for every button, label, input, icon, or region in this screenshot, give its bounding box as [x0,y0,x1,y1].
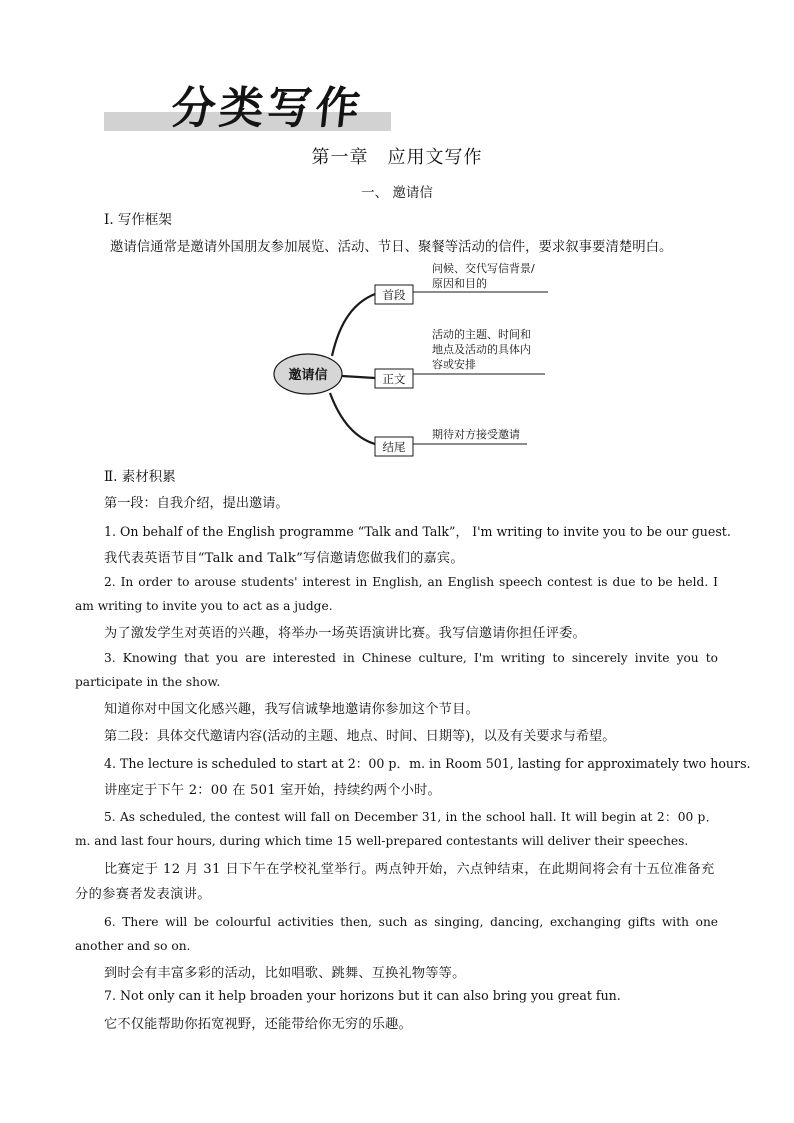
mindmap-branch-desc-3a: 期待对方接受邀请 [432,428,520,441]
item-3-en: 3. Knowing that you are interested in Chinese culture, I'm writing to sincerely invite you to participate in the show. [75,651,718,689]
mindmap-branch-label-3: 结尾 [382,440,406,454]
item-1-en: 1. On behalf of the English programme “Talk and Talk”， I'm writing to invite you to be our guest. [104,524,731,539]
mindmap-branch-desc-2c: 容或安排 [432,358,476,371]
item-7-en: 7. Not only can it help broaden your horizons but it can also bring you great fun. [104,988,621,1003]
item-5-cn: 比赛定于 12 月 31 日下午在学校礼堂举行。两点钟开始，六点钟结束，在此期间将会有十五位准备充分的参赛者发表演讲。 [75,862,715,902]
mindmap-branch-desc-1b: 原因和目的 [432,277,487,290]
item-3-cn: 知道你对中国文化感兴趣，我写信诚挚地邀请你参加这个节目。 [104,702,479,717]
mindmap-center-label: 邀请信 [288,368,328,383]
banner-title: 分类写作 [168,83,367,134]
para2-heading: 第二段：具体交代邀请内容(活动的主题、地点、时间、日期等)，以及有关要求与希望。 [104,729,616,744]
item-6-en: 6. There will be colourful activities then, such as singing, dancing, exchanging gifts with one another and so on. [75,915,718,953]
mindmap-branch-desc-2a: 活动的主题、时间和 [432,328,531,341]
mindmap-connector-top [332,294,375,356]
mindmap-branch-label-2: 正文 [382,372,406,386]
part1-intro: 邀请信通常是邀请外国朋友参加展览、活动、节日、聚餐等活动的信件，要求叙事要清楚明白。 [110,240,673,255]
chapter-title: 第一章 应用文写作 [311,147,483,168]
section-title: 一、 邀请信 [361,185,433,201]
item-2-cn: 为了激发学生对英语的兴趣，将举办一场英语演讲比赛。我写信邀请你担任评委。 [104,626,586,641]
item-2-en: 2. In order to arouse students' interest in English, an English speech contest is due to be held. I am writing to invite you to act as a judge. [75,575,718,613]
mindmap-diagram [0,0,794,470]
item-7-cn: 它不仅能帮助你拓宽视野，还能带给你无穷的乐趣。 [104,1017,412,1032]
mindmap-branch-label-1: 首段 [382,288,406,302]
mindmap-connector-bottom [330,393,375,444]
item-4-cn: 讲座定于下午 2：00 在 501 室开始，持续约两个小时。 [104,783,441,798]
item-5-en: 5. As scheduled, the contest will fall on December 31, in the school hall. It will begin at 2：00 p．m. and last four hours, during which time 15 well-prepared contestants will deliver their speeches. [75,810,718,848]
item-4-en: 4. The lecture is scheduled to start at 2：00 p．m. in Room 501, lasting for approximately two hours. [104,756,751,771]
item-6-cn: 到时会有丰富多彩的活动，比如唱歌、跳舞、互换礼物等等。 [104,966,466,981]
mindmap-connector-middle [342,376,375,378]
part2-heading: Ⅱ. 素材积累 [104,469,176,485]
part1-heading: Ⅰ. 写作框架 [104,212,172,228]
mindmap-branch-desc-2b: 地点及活动的具体内 [432,343,531,356]
item-1-cn: 我代表英语节目“Talk and Talk”写信邀请您做我们的嘉宾。 [104,551,464,566]
mindmap-branch-desc-1a: 问候、交代写信背景/ [432,262,535,275]
para1-heading: 第一段：自我介绍，提出邀请。 [104,496,289,511]
